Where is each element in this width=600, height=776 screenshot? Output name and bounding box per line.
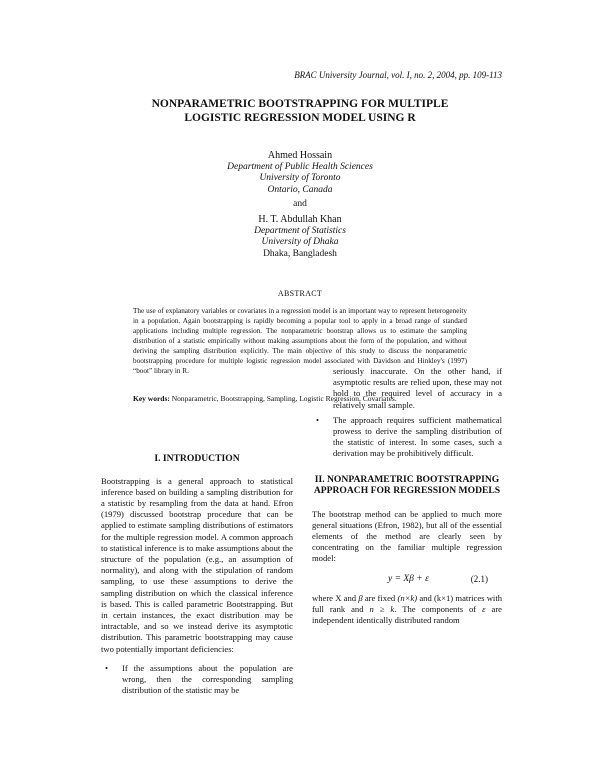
bullet-icon: •: [105, 662, 109, 673]
equation-expression: y = Xβ + ε: [388, 573, 429, 584]
list-item: [312, 415, 502, 460]
author1-name: Ahmed Hossain: [267, 150, 333, 161]
def-text-f: are independent identically distributed random: [312, 603, 502, 626]
author2-location: Dhaka, Bangladesh: [263, 248, 337, 259]
deficiency-list-continued: [312, 366, 502, 460]
author1-dept: Department of Public Health Sciences: [227, 161, 373, 172]
rank-condition: n ≥ k: [369, 603, 395, 614]
equation-2-1: [312, 573, 502, 589]
list-item: [101, 663, 293, 697]
section-heading-line-1: II. NONPARAMETRIC BOOTSTRAPPING: [314, 473, 500, 485]
dimension-k-by-1: (k×1): [433, 592, 454, 603]
author2-name: H. T. Abdullah Khan: [258, 214, 342, 225]
right-column: [312, 366, 502, 634]
abstract-text: The use of explanatory variables or covariates in a regression model is an important way to represent heterogeneity in a population. Again bootstrapping is rapidly becoming a popular tool to apply in a broad range of standard applications including multiple regression. The nonparametric bootstrap allows us to estimate the sampling distribution of a statistic empirically without making assumptions about the form of the population, and without deriving the sampling distribution explicitly. The main objective of this study to discuss the nonparametric bootstrapping procedure for multiple logistic regression model associated with Davidson and Hinkley's (1997) “boot” library in R.: [133, 307, 467, 375]
title-line-2: LOGISTIC REGRESSION MODEL USING R: [184, 112, 416, 124]
equation-number: (2.1): [470, 573, 488, 584]
author2-dept: Department of Statistics: [254, 225, 346, 236]
bullet-text-1: If the assumptions about the population are wrong, then the corresponding sampling distribution of the statistic may be: [122, 662, 293, 696]
def-text-a: where X and: [312, 592, 357, 603]
journal-citation: BRAC University Journal, vol. I, no. 2, 2004, pp. 109-113: [294, 70, 502, 80]
and-separator: and: [293, 199, 307, 209]
author2-university: University of Dhaka: [261, 237, 339, 247]
intro-paragraph: Bootstrapping is a general approach to statistical inference based on building a sampling distribution for a statistic by resampling from the data at hand. Efron (1979) discussed bootstrap procedure that can be applied to estimate sampling distributions of estimators for the multiple regression model. A common approach to statistical inference is to make assumptions about the structure of the population (e.g., an assumption of normality), and along with the stipulation of random sampling, to use these assumptions to derive the sampling distribution on which the classical inference is based. This is called parametric Bootstrapping. But in certain instances, the exact distribution may be intractable, and so we instead derive its asymptotic distribution. This parametric bootstrapping may cause two potentially important deficiencies:: [101, 475, 293, 654]
epsilon-symbol: ε: [482, 603, 486, 614]
keywords-label: Key words:: [133, 394, 170, 403]
left-column: [101, 453, 293, 702]
beta-symbol: β: [358, 592, 363, 603]
bullet-icon: •: [316, 414, 320, 425]
deficiency-list: [101, 663, 293, 697]
def-text-e: . The components of: [394, 603, 477, 614]
def-text-b: are fixed: [364, 592, 396, 603]
definition-paragraph: [312, 593, 502, 627]
def-text-c: and: [419, 592, 432, 603]
dimension-n-by-k: (n×k): [397, 592, 418, 603]
author1-university: University of Toronto: [259, 173, 341, 183]
regression-paragraph: The bootstrap method can be applied to much more general situations (Efron, 1982), but all of the essential elements of the method are clearly seen by concentrating on the familiar multiple regression model:: [312, 508, 502, 564]
author1-location: Ontario, Canada: [267, 184, 333, 195]
def-text-d: matrices with full rank and: [312, 592, 503, 614]
title-line-1: NONPARAMETRIC BOOTSTRAPPING FOR MULTIPLE: [151, 98, 449, 110]
section-heading-line-2: APPROACH FOR REGRESSION MODELS: [313, 485, 501, 497]
bullet-text-2: The approach requires sufficient mathematical prowess to derive the sampling distribution of the statistic of interest. In some cases, such a derivation may be prohibitively difficult.: [333, 414, 502, 459]
author-block-2: [0, 214, 600, 260]
section-heading-introduction: I. INTRODUCTION: [154, 453, 240, 464]
bullet-text-1-continued: seriously inaccurate. On the other hand, if asymptotic results are relied upon, these may not hold to the required level of accuracy in a relatively small sample.: [333, 366, 502, 410]
keywords-text: Nonparametric, Bootstrapping, Sampling, Logistic Regression, Covariates.: [171, 394, 397, 403]
list-item: [312, 366, 502, 411]
section-heading-nonparametric: [312, 474, 502, 497]
paper-title: [0, 97, 600, 125]
abstract-heading: ABSTRACT: [277, 289, 323, 298]
author-block-1: [0, 150, 600, 196]
